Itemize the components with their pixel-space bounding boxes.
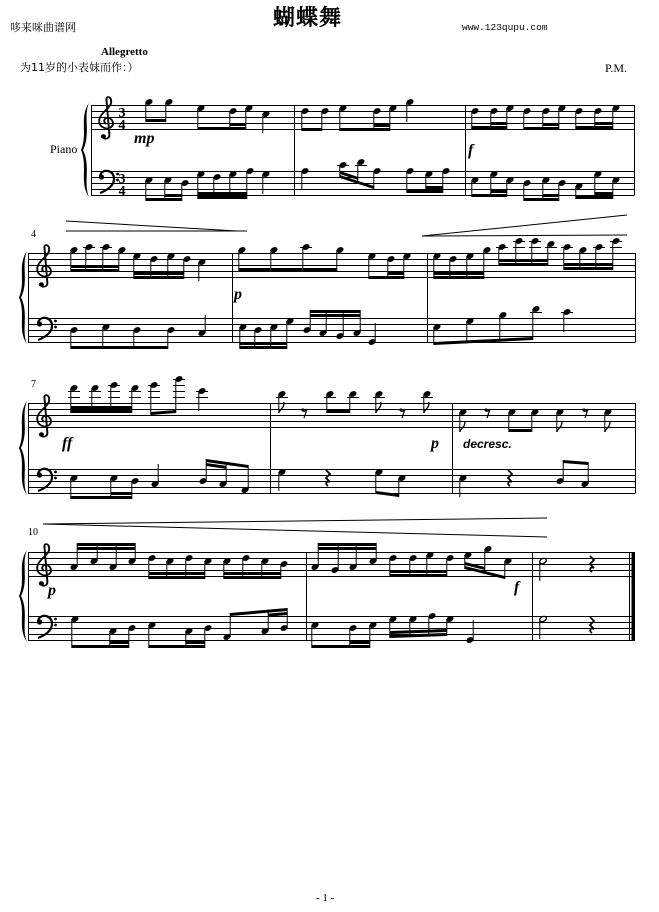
time-signature-denominator: 4	[118, 118, 126, 133]
page-title: 蝴蝶舞	[273, 6, 343, 31]
tempo-marking: Allegretto	[101, 46, 148, 58]
brace-icon	[19, 251, 27, 344]
beam	[318, 547, 376, 550]
brace-icon	[19, 401, 27, 495]
beam	[224, 576, 281, 579]
beam	[327, 410, 350, 413]
beam	[77, 543, 135, 546]
beam	[576, 196, 613, 199]
dynamic-p: p	[234, 286, 242, 303]
beam	[509, 429, 532, 432]
dynamic-p: p	[431, 435, 439, 452]
beam	[224, 572, 281, 575]
beam	[230, 123, 246, 126]
beam	[491, 122, 507, 125]
beam	[434, 337, 533, 345]
beam	[240, 346, 287, 349]
beam	[149, 572, 205, 575]
beam	[310, 314, 360, 317]
beam	[499, 259, 548, 262]
beam	[302, 128, 322, 131]
beam	[186, 641, 205, 644]
beam	[434, 272, 484, 275]
brace-icon	[81, 103, 89, 197]
beam	[564, 263, 613, 266]
dynamic-decresc: decresc.	[463, 437, 512, 451]
beam	[376, 491, 399, 497]
beam	[72, 645, 129, 648]
instrument-label: Piano	[50, 142, 78, 156]
beam	[149, 645, 205, 648]
beam	[110, 641, 129, 644]
beam	[524, 127, 559, 130]
beam	[543, 194, 559, 197]
time-signature-numerator: 3	[118, 106, 126, 121]
beam	[71, 496, 132, 499]
beam	[198, 127, 246, 130]
time-signature-denominator: 4	[118, 184, 126, 199]
beam	[499, 263, 548, 266]
beam	[198, 196, 247, 199]
measure-number: 4	[31, 229, 36, 240]
beam	[71, 410, 132, 413]
beam	[595, 122, 613, 125]
beam	[71, 269, 119, 272]
beam	[564, 267, 613, 270]
notation-layer	[19, 97, 636, 648]
beam	[524, 198, 559, 201]
beam	[340, 128, 390, 131]
composer: P.M.	[605, 61, 628, 75]
dynamic-mp: mp	[134, 130, 155, 147]
beam	[312, 645, 370, 648]
beam	[426, 186, 443, 189]
beam	[146, 119, 166, 122]
beam	[434, 276, 484, 279]
beam	[77, 547, 135, 550]
beam	[134, 272, 184, 275]
crescendo-hairpin	[422, 215, 627, 236]
eighth-flag-icon	[557, 421, 562, 432]
crescendo-hairpin	[422, 235, 627, 236]
measure-number: 7	[31, 379, 36, 390]
brace-icon	[19, 550, 27, 642]
beam	[111, 492, 132, 495]
beam	[407, 190, 443, 193]
beam	[388, 272, 404, 275]
beam	[198, 192, 247, 195]
dynamic-f: f	[514, 579, 520, 596]
site-name: 哆来咪曲谱网	[10, 21, 76, 34]
beam	[543, 123, 559, 126]
crescendo-hairpin	[43, 524, 547, 537]
beam	[268, 612, 287, 617]
beam	[239, 268, 337, 271]
beam	[350, 641, 370, 644]
final-barline-thick	[632, 552, 636, 641]
beam	[563, 460, 588, 465]
beam	[491, 190, 507, 193]
beam	[134, 276, 184, 279]
beam	[390, 629, 447, 634]
beam	[472, 126, 507, 129]
page-number: - 1 -	[316, 892, 335, 904]
eighth-flag-icon	[605, 421, 610, 432]
beam	[374, 124, 390, 127]
beam	[390, 570, 447, 573]
quarter-rest-icon	[590, 617, 594, 633]
dynamic-f: f	[468, 142, 474, 159]
decrescendo-hairpin	[66, 221, 237, 231]
beam	[71, 265, 119, 268]
beam	[390, 633, 447, 638]
beam	[71, 346, 168, 349]
beam	[240, 342, 287, 345]
eighth-flag-icon	[460, 421, 465, 432]
time-signature-numerator: 3	[118, 172, 126, 187]
measure-number: 10	[28, 527, 38, 538]
beam	[151, 410, 176, 415]
quarter-rest-icon	[508, 470, 512, 486]
dedication: 为11岁的小表妹而作：）	[20, 61, 139, 74]
beam	[310, 310, 360, 313]
beam	[390, 574, 447, 577]
beam	[318, 543, 376, 546]
beam	[576, 126, 613, 129]
dynamic-p: p	[48, 582, 56, 599]
quarter-rest-icon	[326, 470, 330, 486]
beam	[149, 576, 205, 579]
crescendo-hairpin	[43, 518, 547, 524]
beam	[369, 276, 404, 279]
dynamic-ff: ff	[62, 435, 73, 452]
site-url: www.123qupu.com	[462, 22, 548, 33]
beam	[165, 194, 182, 197]
beam	[595, 192, 613, 195]
beam	[71, 406, 132, 409]
beam	[146, 198, 182, 201]
beam	[472, 194, 507, 197]
